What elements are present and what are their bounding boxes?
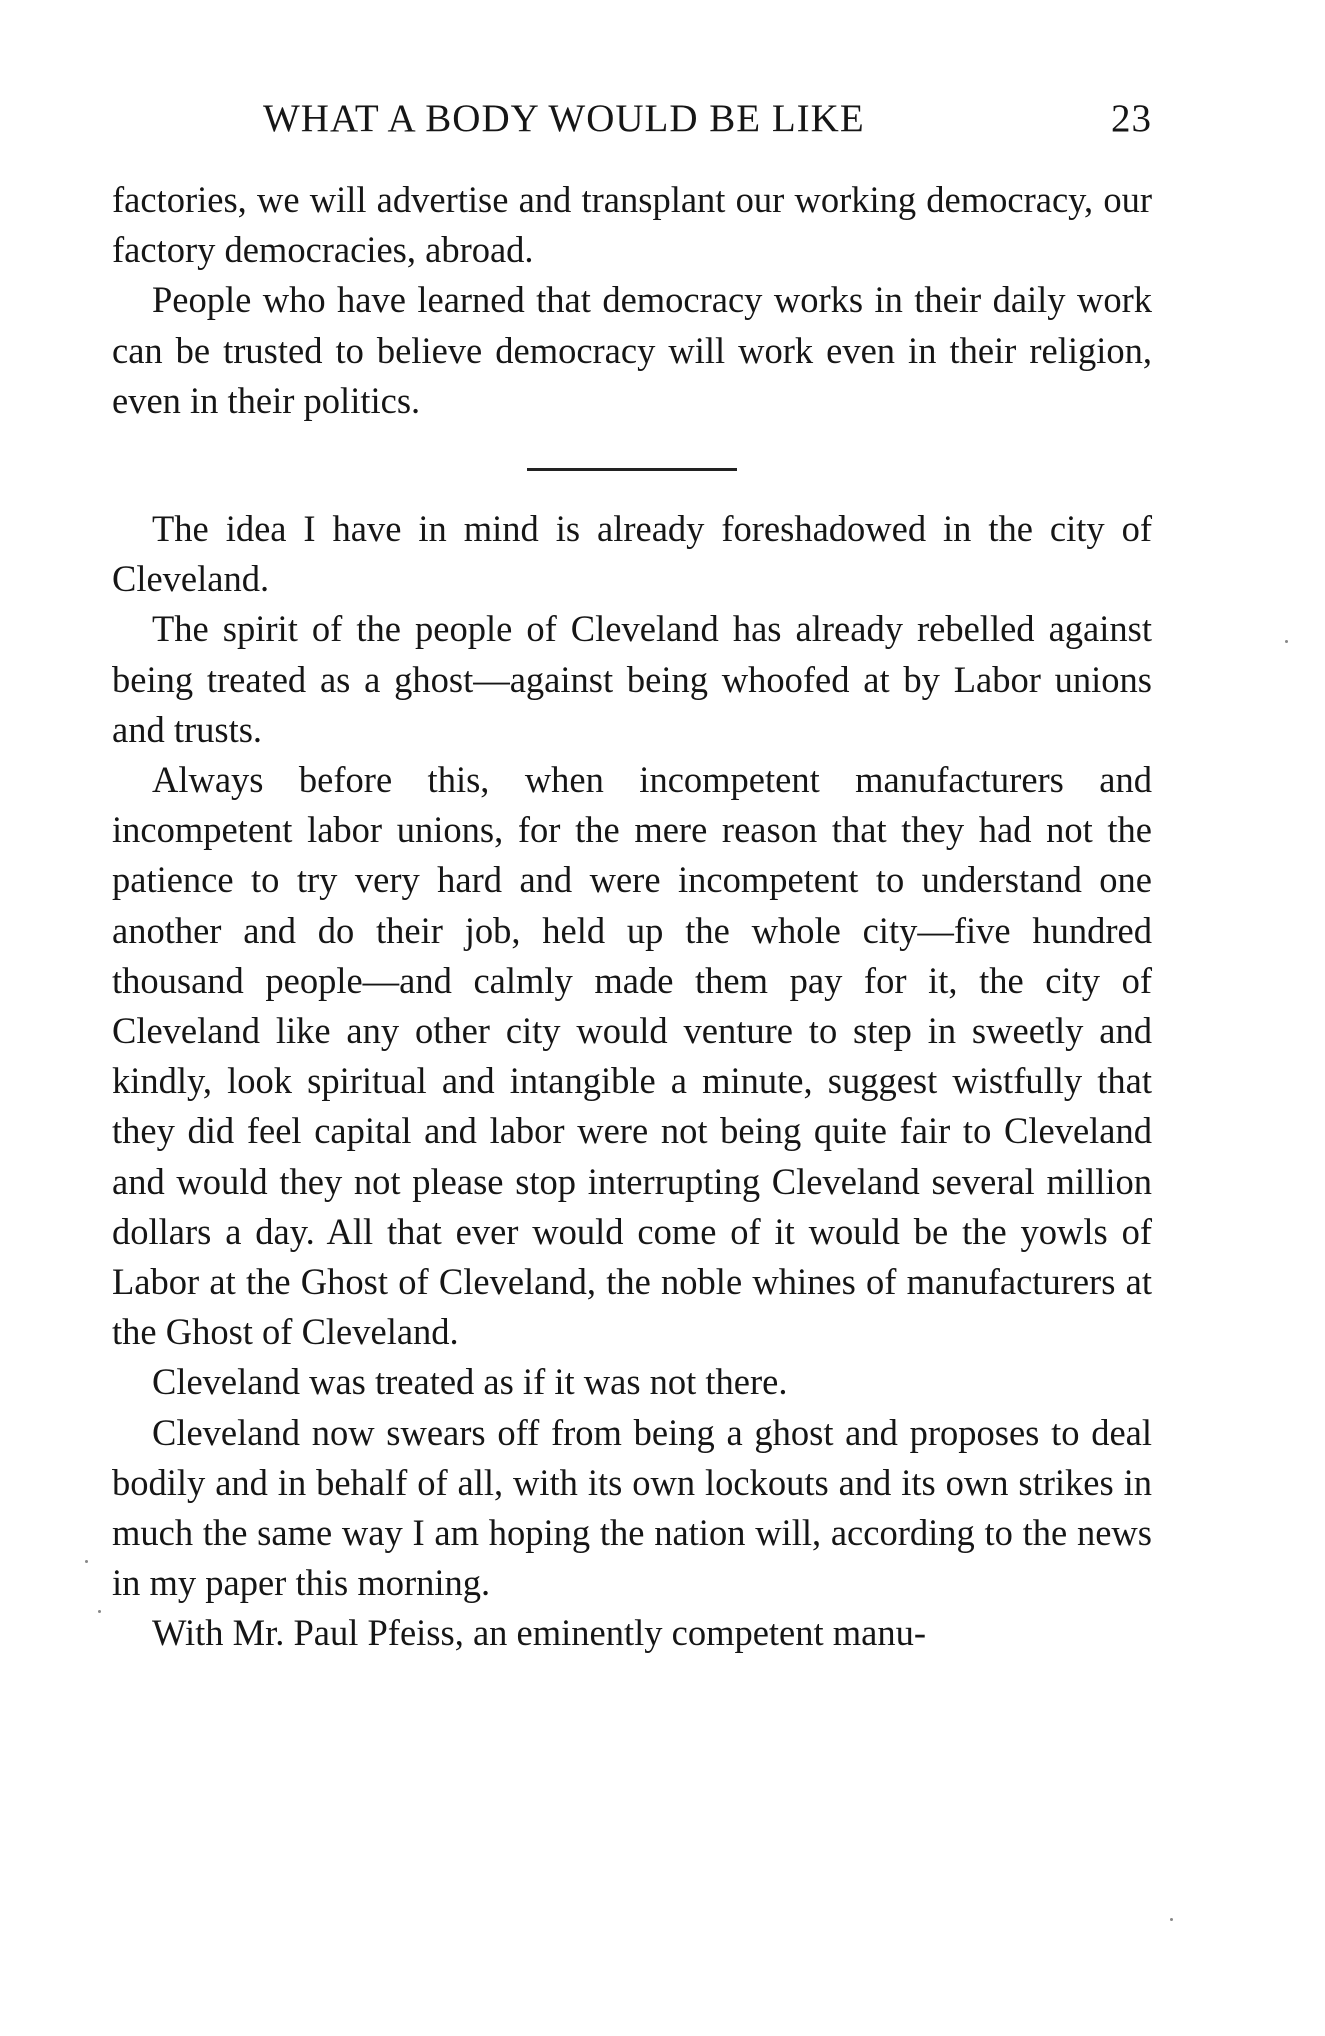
scan-speck — [85, 1560, 88, 1563]
scan-speck — [98, 1610, 101, 1613]
running-head: WHAT A BODY WOULD BE LIKE — [263, 97, 865, 140]
paragraph: Always before this, when incompetent manufacturers and incompetent labor unions, for the mere reason that they had not the patience to try very hard and were incompetent to understand one another and do their job, held up the whole city—five hundred thousand people—and calmly made them pay for it, the city of Cleveland like any other city would venture to step in sweetly and kindly, look spiritual and intangible a minute, suggest wistfully that they did feel capital and labor were not being quite fair to Cleveland and would they not please stop interrupting Cleveland several million dollars a day. All that ever would come of it would be the yowls of Labor at the Ghost of Cleveland, the noble whines of manufacturers at the Ghost of Cleveland. — [112, 759, 1152, 1353]
paragraph: Cleveland was treated as if it was not there. — [152, 1361, 788, 1403]
paragraph: The idea I have in mind is already foreshadowed in the city of Cleveland. — [112, 508, 1152, 600]
paragraph: With Mr. Paul Pfeiss, an eminently competent manu- — [152, 1612, 927, 1654]
page-number: 23 — [1111, 97, 1152, 140]
scan-speck — [1170, 1918, 1173, 1921]
scan-speck — [1285, 640, 1288, 643]
section-divider — [527, 468, 737, 471]
page-header — [263, 96, 1152, 146]
paragraph-continuation: factories, we will advertise and transplant our working democracy, our factory democracies, abroad. — [112, 179, 1152, 271]
paragraph: The spirit of the people of Cleveland has already rebelled against being treated as a ghost—against being whoofed at by Labor unions and trusts. — [112, 608, 1152, 750]
paragraph: Cleveland now swears off from being a ghost and proposes to deal bodily and in behalf of all, with its own lockouts and its own strikes in much the same way I am hoping the nation will, according to the news in my paper this morning. — [112, 1411, 1152, 1604]
paragraph: People who have learned that democracy works in their daily work can be trusted to believe democracy will work even in their religion, even in their politics. — [112, 279, 1152, 421]
body-text — [112, 175, 1152, 1659]
